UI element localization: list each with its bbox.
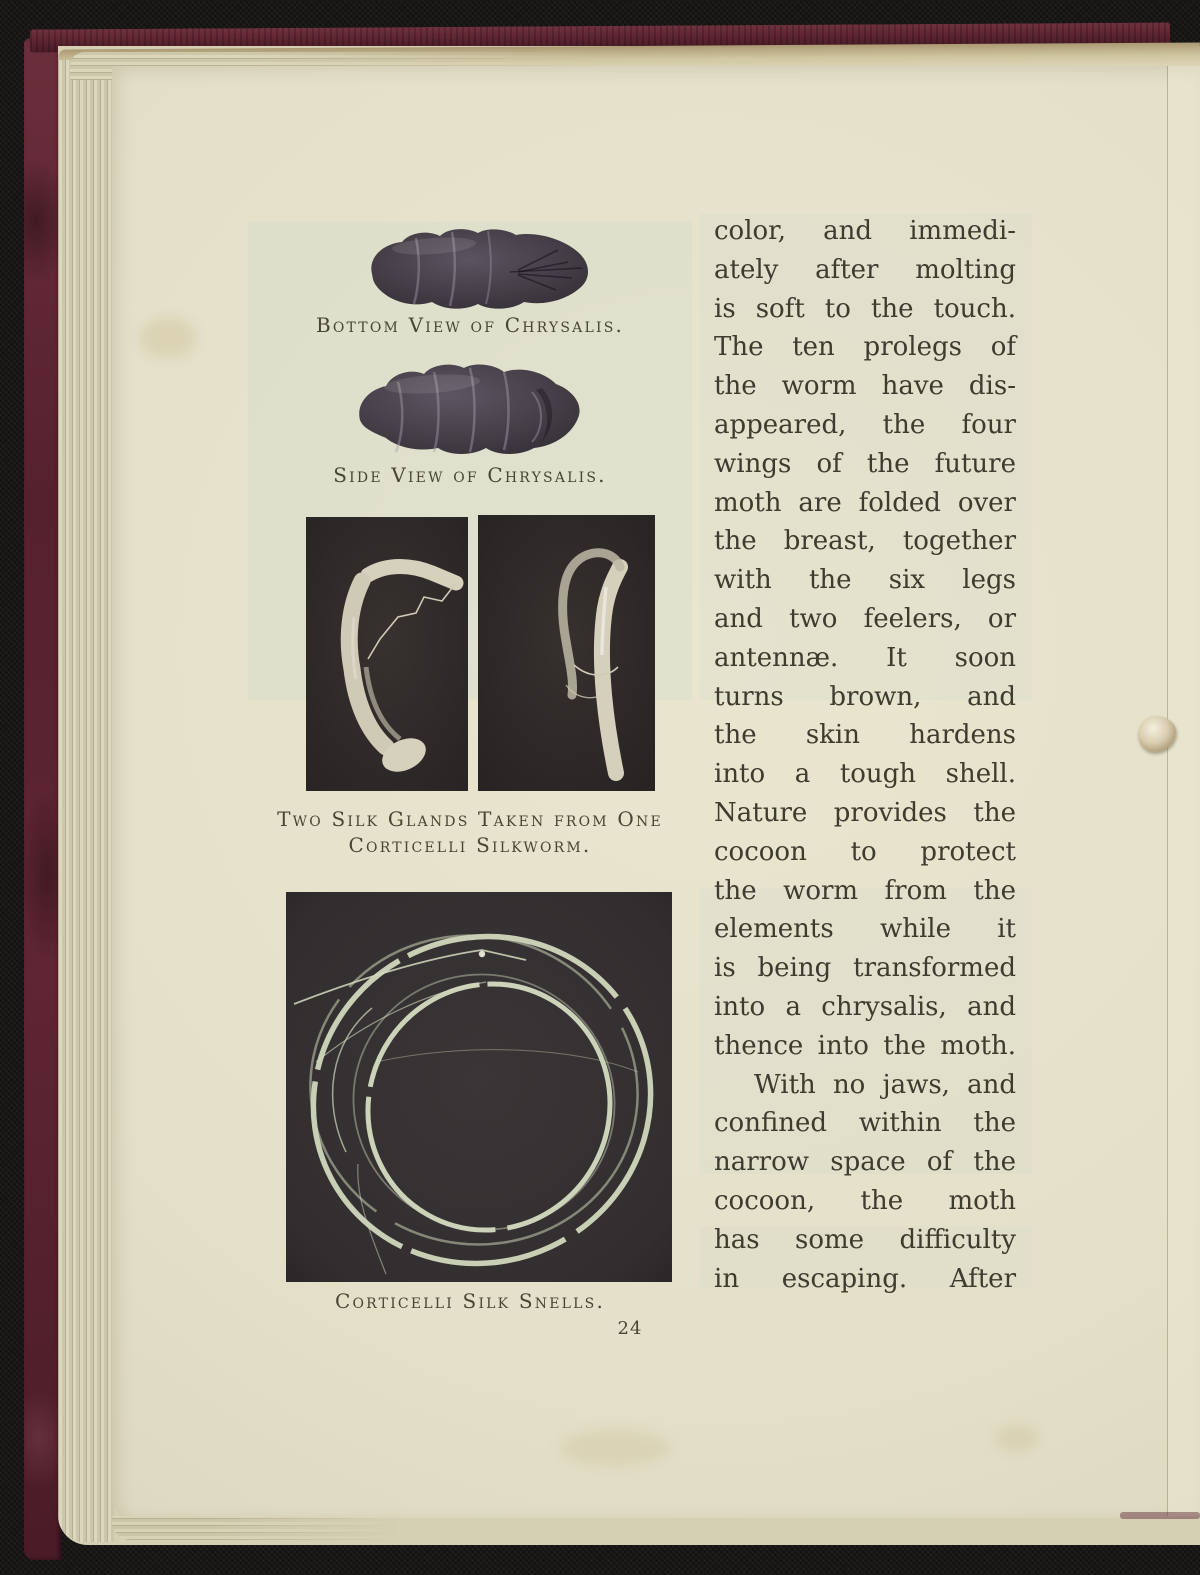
body-text-line: the worm from the (714, 875, 1016, 906)
figure-chrysalis-side-photo (346, 358, 593, 462)
body-text-column (714, 212, 1016, 1298)
body-text-line: antennæ. It soon (714, 642, 1016, 673)
body-text-line: with the six legs (714, 565, 1016, 596)
body-text-line: confined within the (714, 1108, 1016, 1139)
body-text-line: is soft to the touch. (714, 293, 1016, 324)
body-text-line: ately after molting (714, 254, 1016, 285)
body-text-line: wings of the future (714, 448, 1016, 479)
chrysalis-bottom-illustration (360, 224, 595, 312)
cover-hint-bottom-right (1120, 1512, 1200, 1519)
body-text-line: Nature provides the (714, 797, 1016, 828)
body-text-line: the breast, together (714, 526, 1016, 557)
figure-caption-chrysalis-bottom: Bottom View of Chrysalis. (315, 313, 625, 337)
body-text-line: appeared, the four (714, 409, 1016, 440)
body-text-line: into a chrysalis, and (714, 991, 1016, 1022)
body-text-line: cocoon to protect (714, 836, 1016, 867)
body-text-line: and two feelers, or (714, 603, 1016, 634)
book-cover-left-edge (24, 38, 62, 1560)
figure-silk-gland-right-photo (478, 515, 655, 791)
page-stain (560, 1430, 670, 1466)
body-text-line: has some difficulty (714, 1224, 1016, 1255)
body-text-line: moth are folded over (714, 487, 1016, 518)
body-text-line: cocoon, the moth (714, 1185, 1016, 1216)
figure-caption-line: Two Silk Glands Taken from One (277, 807, 663, 831)
body-text-line: is being transformed (714, 953, 1016, 984)
body-text-line: narrow space of the (714, 1147, 1016, 1178)
body-text-line: the worm have dis- (714, 371, 1016, 402)
chrysalis-side-illustration (346, 358, 593, 462)
body-text-line: the skin hardens (714, 720, 1016, 751)
page-fold-strip (1168, 66, 1200, 1516)
figure-caption-line: Corticelli Silkworm. (348, 833, 592, 857)
silk-snells-illustration (286, 892, 672, 1282)
body-text-line: in escaping. After (714, 1263, 1016, 1294)
body-text-line: color, and immedi- (714, 216, 1016, 246)
figure-caption-silk-snells: Corticelli Silk Snells. (334, 1289, 605, 1313)
silk-gland-left-illustration (306, 517, 468, 791)
silk-gland-right-illustration (478, 515, 655, 791)
page-edges-left (58, 60, 114, 1542)
page-stain (140, 318, 196, 358)
figure-caption-silk-glands (240, 806, 700, 858)
figure-chrysalis-bottom-photo (360, 224, 595, 312)
page-number: 24 (617, 1318, 643, 1339)
body-text-line: elements while it (714, 914, 1016, 945)
figure-silk-gland-left-photo (306, 517, 468, 791)
body-text-line: turns brown, and (714, 681, 1016, 712)
figure-silk-snells-photo (286, 892, 672, 1282)
body-text-line: thence into the moth. (714, 1030, 1016, 1061)
body-text-line-paragraph-start: With no jaws, and (754, 1069, 1016, 1100)
page-crease-line (1167, 66, 1168, 1516)
figure-caption-chrysalis-side: Side View of Chrysalis. (333, 463, 607, 487)
page-edges-bottom (112, 1516, 412, 1540)
body-text-line: into a tough shell. (714, 759, 1016, 790)
body-text-line: The ten prolegs of (714, 332, 1016, 363)
page-stain (995, 1425, 1039, 1451)
